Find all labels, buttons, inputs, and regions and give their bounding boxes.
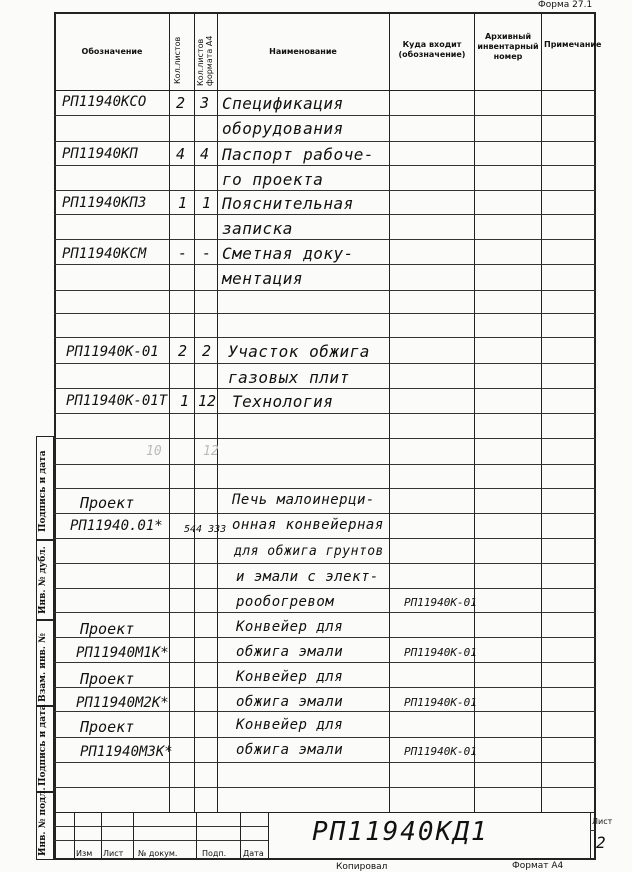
row-name-line2: оборудования (222, 119, 344, 138)
row-rule (54, 464, 596, 465)
conveyor-label: Проект (80, 670, 135, 688)
footer-copied: Копировал (336, 862, 388, 872)
row-code: РП11940КП (62, 146, 138, 162)
row-rule (54, 513, 596, 514)
project-name-line: для обжига грунтов (234, 544, 384, 559)
conveyor-code: РП11940М1К* (76, 645, 169, 661)
row-sheets: - (178, 244, 188, 262)
side-label: Подпись и дата (38, 450, 48, 532)
row-rule (54, 239, 596, 240)
row-name-line1: Спецификация (222, 94, 344, 113)
row-rule (54, 438, 596, 439)
col-line-4 (389, 12, 390, 812)
row-name-line2: ментация (222, 269, 304, 288)
conveyor-dest: РП11940К-01 (404, 646, 477, 659)
row-rule (54, 588, 596, 589)
stamp-col (101, 812, 102, 860)
faint-mark: 12 (203, 444, 219, 459)
header-bottom-line (54, 90, 596, 91)
conveyor-dest: РП11940К-01 (404, 696, 477, 709)
row-rule (54, 687, 596, 688)
row-a4: 2 (202, 342, 212, 360)
side-label: Инв. № дубл. (38, 546, 48, 614)
row-rule (54, 141, 596, 142)
stamp-col-list: Лист (103, 849, 124, 858)
stamp-col (268, 812, 269, 860)
header-archive: Архивный инвентарный номер (477, 32, 539, 61)
stamp-line (54, 840, 268, 841)
document-code: РП11940КД1 (312, 817, 489, 847)
row-name-line2: записка (222, 219, 293, 238)
project-name-line: Печь малоинерци- (232, 492, 375, 508)
row-rule (54, 488, 596, 489)
conveyor-label: Проект (80, 620, 135, 638)
stamp-col (74, 812, 75, 860)
row-rule (54, 762, 596, 763)
row-rule (54, 290, 596, 291)
col-line-6 (541, 12, 542, 812)
project-dest: РП11940К-01 (404, 596, 477, 609)
header-note: Примечание (544, 40, 602, 49)
conveyor-code: РП11940М3К* (80, 744, 173, 760)
row-name-line2: го проекта (222, 170, 324, 189)
stamp-line (54, 826, 268, 827)
project-label: Проект (80, 494, 135, 512)
header-name: Наименование (269, 47, 337, 56)
header-sheet-count: Кол.листов (173, 36, 182, 84)
conveyor-name-line: обжига эмали (236, 644, 344, 660)
row-rule (54, 737, 596, 738)
row-rule (54, 363, 596, 364)
row-rule (54, 337, 596, 338)
stamp-top-line (54, 812, 596, 813)
row-rule (54, 313, 596, 314)
row-a4: 12 (198, 392, 217, 410)
conveyor-name-line: обжига эмали (236, 694, 344, 710)
row-sheets: 1 (178, 194, 188, 212)
sheet-number: 2 (596, 833, 606, 852)
conveyor-name-line: Конвейер для (236, 619, 344, 635)
stamp-line (590, 830, 596, 831)
row-rule (54, 787, 596, 788)
row-name-line1: Технология (232, 392, 334, 411)
row-code: РП11940КСО (62, 94, 147, 110)
row-code: РП11940КП3 (62, 195, 147, 211)
row-sheets: 2 (178, 342, 188, 360)
row-code: РП11940К-01 (66, 344, 159, 360)
project-name-line: рообогревом (236, 594, 335, 610)
row-rule (54, 413, 596, 414)
row-sheets: 2 (176, 94, 186, 112)
side-label: Подпись и дата (38, 704, 48, 786)
row-name-line1: Сметная доку- (222, 244, 354, 263)
row-name-line1: Паспорт рабоче- (222, 145, 374, 164)
col-line-3 (217, 12, 218, 812)
header-a4-count: Кол.листов формата А4 (196, 35, 214, 86)
row-a4: 3 (200, 94, 210, 112)
project-name-line: и эмали с элект- (236, 569, 379, 585)
row-rule (54, 214, 596, 215)
row-rule (54, 388, 596, 389)
row-a4: - (202, 244, 212, 262)
project-nums: 544 333 (184, 524, 227, 535)
form-label: Форма 27.1 (538, 0, 593, 10)
row-a4: 1 (202, 194, 212, 212)
col-line-2 (194, 12, 195, 812)
row-rule (54, 637, 596, 638)
col-line-5 (474, 12, 475, 812)
side-label: Инв. № подл. (38, 787, 48, 856)
project-code: РП11940.01* (70, 518, 163, 534)
header-destination: Куда входит (обозначение) (398, 40, 466, 59)
header-designation: Обозначение (81, 47, 143, 56)
row-sheets: 1 (180, 392, 190, 410)
stamp-col (196, 812, 197, 860)
row-rule (54, 165, 596, 166)
row-code: РП11940КСМ (62, 246, 147, 262)
conveyor-name-line: обжига эмали (236, 742, 344, 758)
conveyor-name-line: Конвейер для (236, 717, 344, 733)
conveyor-name-line: Конвейер для (236, 669, 344, 685)
faint-mark: 10 (146, 444, 162, 459)
sheet-label: Лист (592, 817, 613, 826)
side-label: Взам. инв. № (38, 633, 48, 702)
stamp-col (133, 812, 134, 860)
stamp-col-date: Дата (243, 849, 264, 858)
conveyor-code: РП11940М2К* (76, 695, 169, 711)
row-rule (54, 662, 596, 663)
footer-format: Формат А4 (512, 861, 564, 871)
stamp-col (240, 812, 241, 860)
stamp-col-izm: Изм (76, 849, 93, 858)
row-a4: 4 (200, 145, 210, 163)
row-rule (54, 264, 596, 265)
row-rule (54, 115, 596, 116)
row-rule (54, 711, 596, 712)
project-name-line: онная конвейерная (232, 517, 384, 533)
stamp-col-sign: Подп. (202, 849, 227, 858)
row-sheets: 4 (176, 145, 186, 163)
row-rule (54, 612, 596, 613)
row-name-line1: Пояснительная (222, 194, 354, 213)
row-name-line1: Участок обжига (228, 342, 370, 361)
stamp-col (590, 812, 591, 860)
row-name-line2: газовых плит (228, 368, 350, 387)
row-code: РП11940К-01Т (66, 393, 168, 409)
conveyor-label: Проект (80, 718, 135, 736)
col-line-1 (169, 12, 170, 812)
row-rule (54, 190, 596, 191)
row-rule (54, 563, 596, 564)
stamp-col-doc: № докум. (138, 849, 178, 858)
conveyor-dest: РП11940К-01 (404, 745, 477, 758)
row-rule (54, 538, 596, 539)
